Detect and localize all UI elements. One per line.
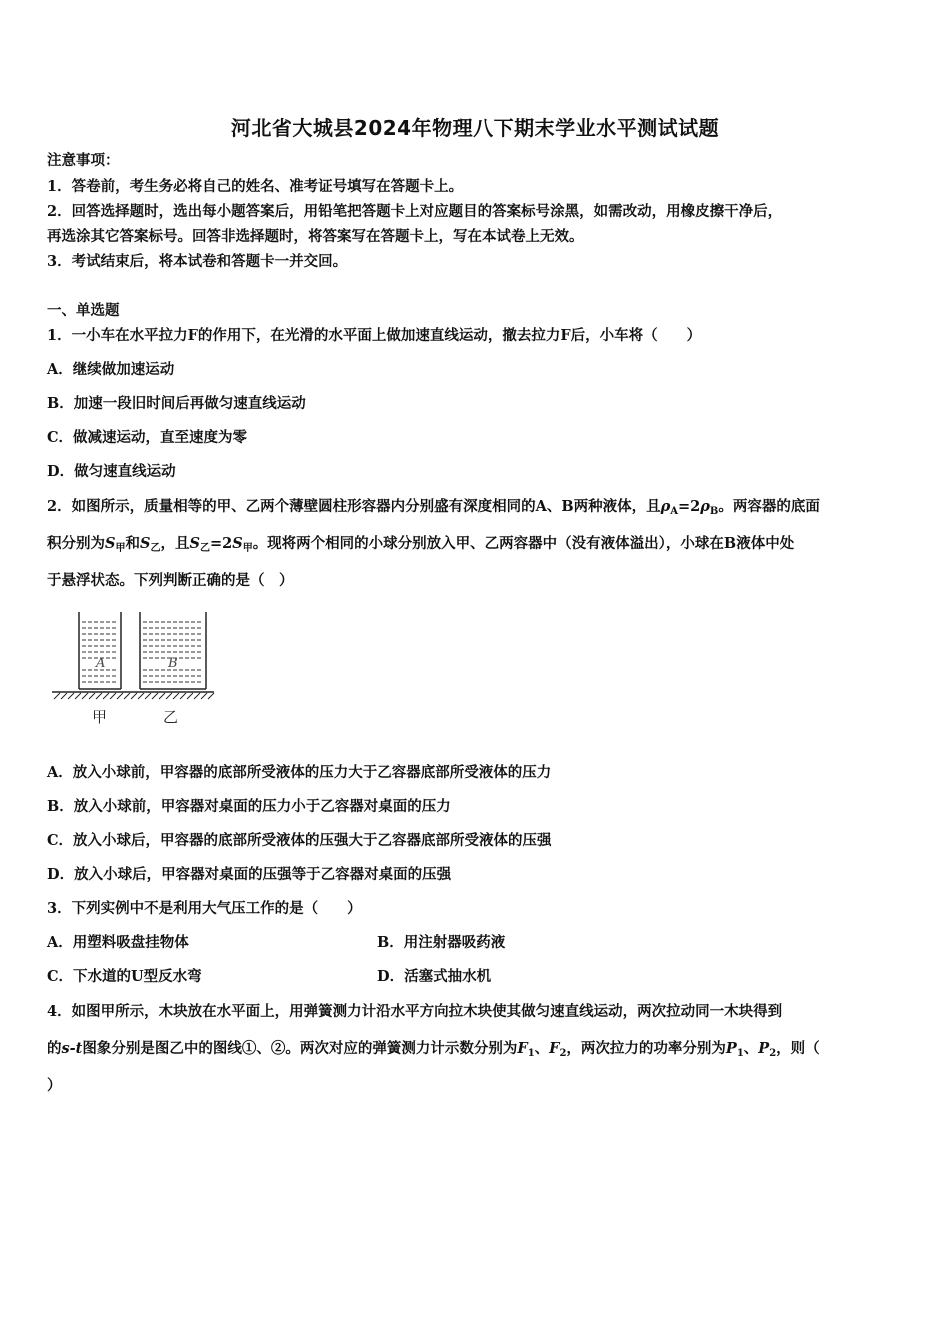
q3-option-c: C．下水道的U型反水弯 [47,968,202,985]
q4-text: 的 [47,1040,62,1057]
q3-row-1 [47,933,910,953]
force-symbol: F [549,1040,560,1057]
power-symbol: P [725,1040,737,1057]
q3-stem: 3．下列实例中不是利用大气压工作的是（ ） [47,900,362,917]
q2-option-a: A．放入小球前，甲容器的底部所受液体的压力大于乙容器底部所受液体的压力 [47,764,552,781]
q4-text: ，则（ [776,1040,820,1057]
q4-stem-line3: ） [47,1077,62,1094]
q2-text: 。两容器的底面 [718,498,820,515]
containers-figure [48,608,218,728]
q1-option-a: A．继续做加速运动 [47,361,175,378]
area-symbol: S [105,535,116,552]
subscript: 2 [559,1048,567,1059]
notice-heading: 注意事项： [47,152,120,169]
notice-item: 3．考试结束后，将本试卷和答题卡一并交回。 [47,253,348,270]
subscript: 1 [527,1048,535,1059]
subscript: 乙 [150,543,161,554]
table-surface [52,692,214,699]
area-symbol: S [232,535,243,552]
q2-text: 积分别为 [47,535,105,552]
q2-option-c: C．放入小球后，甲容器的底部所受液体的压强大于乙容器底部所受液体的压强 [47,832,552,849]
q3-option-b: B．用注射器吸药液 [377,934,506,951]
area-symbol: S [189,535,200,552]
q2-text: 和 [125,535,140,552]
q4-text: ，两次拉力的功率分别为 [566,1040,726,1057]
q4-text: 、 [743,1040,759,1057]
q2-stem-line2 [47,534,910,554]
q4-text: 、 [534,1040,550,1057]
page-title: 河北省大城县2024年物理八下期末学业水平测试试题 [230,116,720,140]
q2-text: 2．如图所示，质量相等的甲、乙两个薄壁圆柱形容器内分别盛有深度相同的A、B两种液体，且 [47,498,661,515]
force-symbol: F [517,1040,528,1057]
subscript: 2 [769,1048,777,1059]
liquid-a-label: A [96,656,106,671]
subscript: 甲 [242,543,253,554]
section-heading: 一、单选题 [47,302,120,319]
q3-option-a: A．用塑料吸盘挂物体 [47,934,189,951]
q4-stem-line2 [47,1039,910,1059]
subscript: A [670,506,679,517]
q1-stem: 1．一小车在水平拉力F的作用下，在光滑的水平面上做加速直线运动，撤去拉力F后，小车将（ ） [47,327,702,344]
container-walls [79,612,206,689]
q2-option-d: D．放入小球后，甲容器对桌面的压强等于乙容器对桌面的压强 [47,866,452,883]
q1-option-b: B．加速一段旧时间后再做匀速直线运动 [47,395,306,412]
subscript: B [709,506,719,517]
liquid-b [143,622,203,682]
st-symbol: s-t [61,1040,83,1057]
subscript: 甲 [115,543,126,554]
notice-item: 2．回答选择题时，选出每小题答案后，用铅笔把答题卡上对应题目的答案标号涂黑，如需改动，用橡皮擦干净后， [47,203,783,220]
q3-option-d: D．活塞式抽水机 [377,968,492,985]
q1-option-c: C．做减速运动，直至速度为零 [47,429,248,446]
notice-item: 1．答卷前，考生务必将自己的姓名、准考证号填写在答题卡上。 [47,178,464,195]
notice-item: 再选涂其它答案标号。回答非选择题时，将答案写在答题卡上，写在本试卷上无效。 [47,228,584,245]
subscript: 乙 [199,543,210,554]
q4-text: 图象分别是图乙中的图线①、②。两次对应的弹簧测力计示数分别为 [82,1040,518,1057]
q2-text: =2 [209,535,233,552]
q2-stem-line1 [47,497,910,517]
q3-row-2 [47,967,910,987]
area-symbol: S [139,535,151,552]
liquid-b-label: B [168,656,178,671]
power-symbol: P [758,1040,770,1057]
liquid-a [82,622,118,682]
rho-symbol: ρ [660,498,671,515]
q2-stem-line3: 于悬浮状态。下列判断正确的是（ ） [47,572,294,589]
q1-option-d: D．做匀速直线运动 [47,463,176,480]
container-a-caption: 甲 [92,708,108,726]
rho-symbol: ρ [700,498,710,515]
q2-text: ，且 [160,535,190,552]
subscript: 1 [736,1048,744,1059]
q2-option-b: B．放入小球前，甲容器对桌面的压力小于乙容器对桌面的压力 [47,798,451,815]
q2-text: =2 [678,498,701,515]
container-b-caption: 乙 [163,708,179,726]
q2-text: 。现将两个相同的小球分别放入甲、乙两容器中（没有液体溢出），小球在B液体中处 [252,535,795,552]
q4-stem-line1: 4．如图甲所示，木块放在水平面上，用弹簧测力计沿水平方向拉木块使其做匀速直线运动，两次拉动同一木块得到 [47,1003,783,1020]
